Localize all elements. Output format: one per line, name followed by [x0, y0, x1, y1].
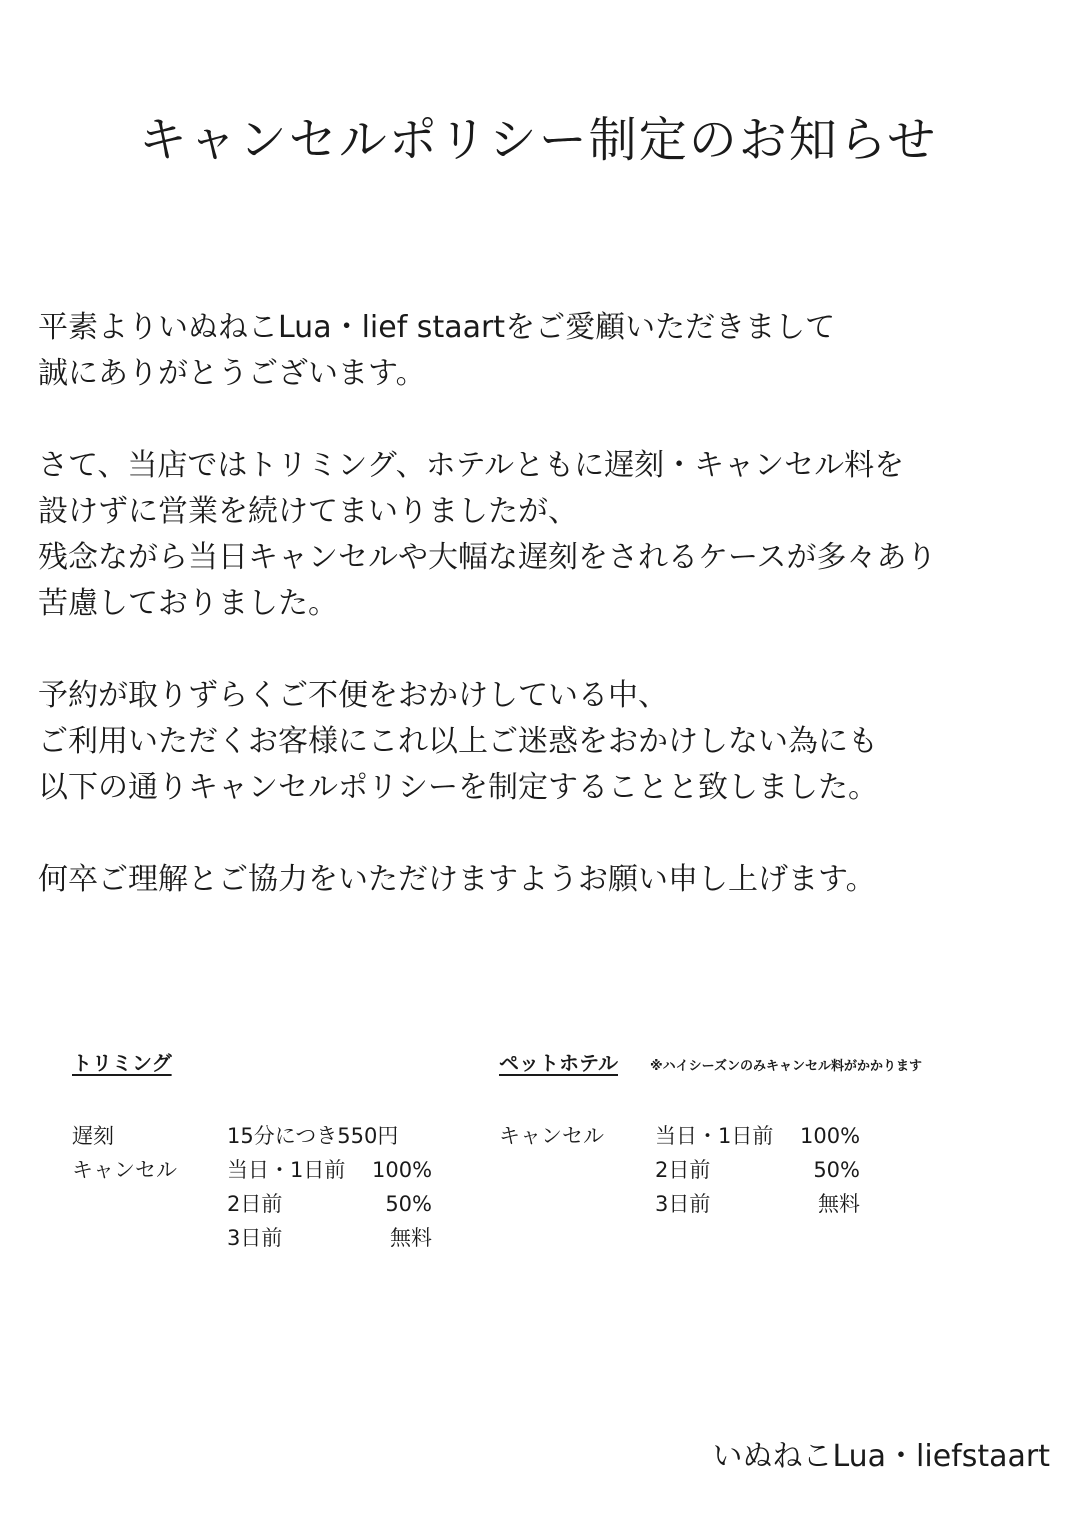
hotel-cancel-row — [499, 1119, 922, 1153]
cancel-when: 2日前 — [227, 1192, 283, 1216]
intro-line: 設けずに営業を続けてまいりましたが、 — [38, 494, 578, 529]
cancel-fee: 50% — [385, 1192, 432, 1216]
hotel-policy — [499, 1046, 922, 1221]
cancel-fee: 無料 — [390, 1226, 432, 1250]
cancel-fee: 100% — [800, 1124, 861, 1148]
intro-paragraph-greeting — [38, 305, 1048, 397]
intro-line: 残念ながら当日キャンセルや大幅な遅刻をされるケースが多々あり — [38, 540, 937, 575]
hotel-note: ※ハイシーズンのみキャンセル料がかかります — [650, 1059, 922, 1074]
intro-paragraph-request — [38, 857, 1048, 903]
cancel-when: 3日前 — [655, 1192, 711, 1216]
intro-line: さて、当店ではトリミング、ホテルともに遅刻・キャンセル料を — [38, 448, 905, 483]
cancel-label: キャンセル — [499, 1124, 604, 1148]
intro-line: 平素よりいぬねこLua・lief staartをご愛顧いただきまして — [38, 310, 836, 345]
trimming-rows — [72, 1119, 432, 1255]
trimming-cancel-row — [72, 1221, 432, 1255]
intro-line: 誠にありがとうございます。 — [38, 356, 426, 391]
trimming-policy — [72, 1046, 432, 1255]
intro-line: 以下の通りキャンセルポリシーを制定することと致しました。 — [38, 770, 878, 805]
cancel-when: 2日前 — [655, 1158, 711, 1182]
hotel-header — [499, 1046, 922, 1080]
late-label: 遅刻 — [72, 1124, 114, 1148]
cancel-when: 当日・1日前 — [655, 1124, 774, 1148]
cancel-fee: 50% — [813, 1158, 860, 1182]
trimming-title: トリミング — [72, 1051, 172, 1075]
cancel-fee: 100% — [372, 1158, 433, 1182]
intro-text — [38, 305, 1048, 949]
trimming-cancel-row — [72, 1187, 432, 1221]
intro-paragraph-background — [38, 443, 1048, 627]
hotel-rows — [499, 1119, 922, 1221]
intro-line: 苦慮しておりました。 — [38, 586, 338, 621]
intro-line: 何卒ご理解とご協力をいただけますようお願い申し上げます。 — [38, 862, 876, 897]
trimming-late-row — [72, 1119, 432, 1153]
cancel-when: 当日・1日前 — [227, 1158, 346, 1182]
cancel-fee: 無料 — [818, 1192, 860, 1216]
hotel-cancel-row — [499, 1187, 922, 1221]
intro-line: 予約が取りずらくご不便をおかけしている中、 — [38, 678, 668, 713]
intro-paragraph-decision — [38, 673, 1048, 811]
page-title: キャンセルポリシー制定のお知らせ — [138, 112, 938, 168]
cancel-label: キャンセル — [72, 1158, 177, 1182]
intro-line: ご利用いただくお客様にこれ以上ご迷惑をおかけしない為にも — [38, 724, 878, 759]
cancel-when: 3日前 — [227, 1226, 283, 1250]
hotel-title: ペットホテル — [499, 1051, 618, 1075]
hotel-cancel-row — [499, 1153, 922, 1187]
late-fee: 15分につき550円 — [227, 1124, 399, 1148]
shop-signature: いぬねこLua・liefstaart — [712, 1439, 1050, 1474]
trimming-cancel-row — [72, 1153, 432, 1187]
